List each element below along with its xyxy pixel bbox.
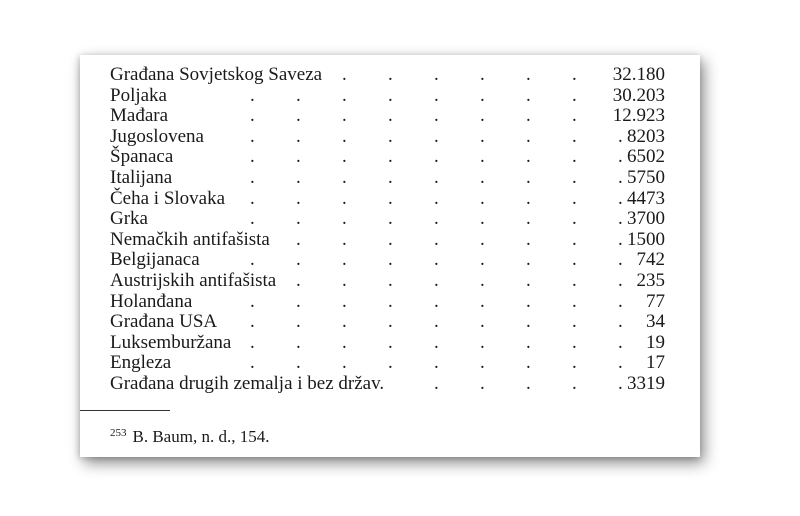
leader-dot: . [388,125,393,147]
leader-dot: . [342,166,347,188]
leader-dot: . [434,352,439,374]
leader-dot: . [342,64,347,85]
row-label: Građana USA [110,311,218,333]
row-value: 6502 [627,146,665,168]
leader-dot: . [526,64,531,85]
row-label: Poljaka [110,84,167,106]
leader-dot: . [526,125,531,147]
table-row [110,250,665,271]
leader-dot: . [434,372,439,394]
leader-dot: . [250,290,255,312]
leader-dot: . [296,311,301,333]
leader-dot: . [434,84,439,106]
leader-dot: . [250,331,255,353]
leader-dot: . [618,269,623,291]
leader-dot: . [388,311,393,333]
leader-dot: . [342,84,347,106]
leader-dot: . [250,311,255,333]
leader-dot: . [480,64,485,85]
row-value: 742 [636,249,665,271]
leader-dot: . [250,166,255,188]
leader-dot: . [342,269,347,291]
leader-dot: . [572,125,577,147]
leader-dot: . [434,331,439,353]
leader-dot: . [526,105,531,127]
leader-dot: . [618,331,623,353]
leader-dot: . [572,372,577,394]
leader-dot: . [250,105,255,127]
table-row [110,189,665,210]
table-row [110,127,665,148]
leader-dot: . [434,228,439,250]
leader-dot: . [480,290,485,312]
leader-dot: . [572,290,577,312]
table-row [110,374,665,395]
row-label: Grka [110,208,148,230]
footnote-divider [80,410,170,411]
row-value: 8203 [627,125,665,147]
leader-dot: . [572,352,577,374]
row-label: Nemačkih antifašista [110,228,270,250]
table-row [110,312,665,333]
leader-dot: . [388,269,393,291]
row-label: Građana drugih zemalja i bez držav. [110,372,385,394]
row-label: Jugoslovena [110,125,204,147]
leader-dot: . [526,84,531,106]
leader-dot: . [296,290,301,312]
leader-dot: . [618,228,623,250]
leader-dot: . [434,105,439,127]
dot-leaders [110,146,623,168]
row-value: 77 [646,290,665,312]
leader-dot: . [480,372,485,394]
row-value: 34 [646,311,665,333]
leader-dot: . [388,249,393,271]
leader-dot: . [388,290,393,312]
leader-dot: . [618,352,623,374]
leader-dot: . [296,228,301,250]
leader-dot: . [434,125,439,147]
dot-leaders [110,86,605,107]
leader-dot: . [250,146,255,168]
leader-dot: . [388,166,393,188]
table-row [110,65,665,86]
row-label: Građana Sovjetskog Saveza [110,64,323,85]
leader-dot: . [342,146,347,168]
row-value: 1500 [627,228,665,250]
leader-dot: . [526,352,531,374]
leader-dot: . [526,290,531,312]
row-label: Luksemburžana [110,331,232,353]
leader-dot: . [342,311,347,333]
leader-dot: . [388,84,393,106]
leader-dot: . [618,372,623,394]
leader-dot: . [618,290,623,312]
leader-dot: . [572,249,577,271]
leader-dot: . [480,269,485,291]
leader-dot: . [388,187,393,209]
row-label: Mađara [110,105,169,127]
leader-dot: . [388,352,393,374]
table-row [110,147,665,168]
row-value: 3319 [627,372,665,394]
document-page [80,55,700,457]
leader-dot: . [480,146,485,168]
leader-dot: . [296,105,301,127]
leader-dot: . [572,228,577,250]
table-row [110,106,665,127]
leader-dot: . [526,249,531,271]
leader-dot: . [480,208,485,230]
leader-dot: . [526,208,531,230]
leader-dot: . [296,187,301,209]
leader-dot: . [572,84,577,106]
dot-leaders [110,106,605,127]
leader-dot: . [296,84,301,106]
dot-leaders [110,208,623,230]
leader-dot: . [434,311,439,333]
leader-dot: . [480,84,485,106]
leader-dot: . [342,352,347,374]
leader-dot: . [572,187,577,209]
table-row [110,292,665,313]
leader-dot: . [526,372,531,394]
row-label: Austrijskih antifašista [110,269,277,291]
dot-leaders [110,166,623,189]
row-value: 30.203 [612,84,665,106]
leader-dot: . [296,146,301,168]
leader-dot: . [342,125,347,147]
table-row [110,353,665,374]
row-value: 235 [636,269,665,291]
leader-dot: . [572,105,577,127]
leader-dot: . [434,269,439,291]
leader-dot: . [572,269,577,291]
leader-dot: . [526,331,531,353]
row-label: Italijana [110,166,173,188]
leader-dot: . [618,208,623,230]
leader-dot: . [526,187,531,209]
row-label: Čeha i Slovaka [110,187,226,209]
leader-dot: . [572,146,577,168]
leader-dot: . [342,187,347,209]
leader-dot: . [618,187,623,209]
leader-dot: . [618,311,623,333]
leader-dot: . [250,249,255,271]
leader-dot: . [296,269,301,291]
footnote-text: B. Baum, n. d., 154. [132,427,270,446]
statistics-table [110,65,665,395]
leader-dot: . [526,228,531,250]
leader-dot: . [572,311,577,333]
row-value: 17 [646,352,665,374]
leader-dot: . [572,64,577,85]
leader-dot: . [572,208,577,230]
leader-dot: . [480,249,485,271]
leader-dot: . [480,166,485,188]
leader-dot: . [342,228,347,250]
table-row [110,271,665,292]
leader-dot: . [526,146,531,168]
leader-dot: . [434,64,439,85]
leader-dot: . [296,352,301,374]
leader-dot: . [250,84,255,106]
leader-dot: . [526,166,531,188]
row-value: 12.923 [612,105,665,127]
dot-leaders [110,352,623,374]
leader-dot: . [618,146,623,168]
leader-dot: . [434,249,439,271]
leader-dot: . [296,249,301,271]
leader-dot: . [342,208,347,230]
leader-dot: . [480,125,485,147]
leader-dot: . [480,331,485,353]
row-label: Engleza [110,352,172,374]
leader-dot: . [250,125,255,147]
leader-dot: . [296,125,301,147]
leader-dot: . [342,290,347,312]
footnote-number: 253 [110,427,127,439]
leader-dot: . [572,166,577,188]
leader-dot: . [250,187,255,209]
leader-dot: . [526,269,531,291]
row-value: 3700 [627,208,665,230]
leader-dot: . [388,146,393,168]
leader-dot: . [342,249,347,271]
leader-dot: . [526,311,531,333]
leader-dot: . [296,166,301,188]
leader-dot: . [480,187,485,209]
leader-dot: . [618,125,623,147]
row-label: Španaca [110,146,174,168]
row-label: Belgijanaca [110,249,200,271]
leader-dot: . [480,105,485,127]
leader-dot: . [342,331,347,353]
leader-dot: . [388,105,393,127]
leader-dot: . [296,208,301,230]
leader-dot: . [572,331,577,353]
leader-dot: . [388,208,393,230]
leader-dot: . [480,311,485,333]
table-row [110,230,665,251]
leader-dot: . [434,208,439,230]
leader-dot: . [250,208,255,230]
leader-dot: . [434,187,439,209]
leader-dot: . [480,352,485,374]
leader-dot: . [342,105,347,127]
row-label: Holanđana [110,290,193,312]
table-row [110,86,665,107]
row-value: 4473 [627,187,665,209]
row-value: 19 [646,331,665,353]
leader-dot: . [480,228,485,250]
leader-dot: . [388,228,393,250]
row-value: 32.180 [612,64,665,85]
leader-dot: . [296,331,301,353]
leader-dot: . [434,290,439,312]
leader-dot: . [388,331,393,353]
table-row [110,209,665,230]
footnote [110,427,269,447]
leader-dot: . [618,166,623,188]
leader-dot: . [434,146,439,168]
leader-dot: . [434,166,439,188]
leader-dot: . [250,352,255,374]
leader-dot: . [388,64,393,85]
table-row [110,168,665,189]
row-value: 5750 [627,166,665,188]
table-row [110,333,665,354]
leader-dot: . [618,249,623,271]
